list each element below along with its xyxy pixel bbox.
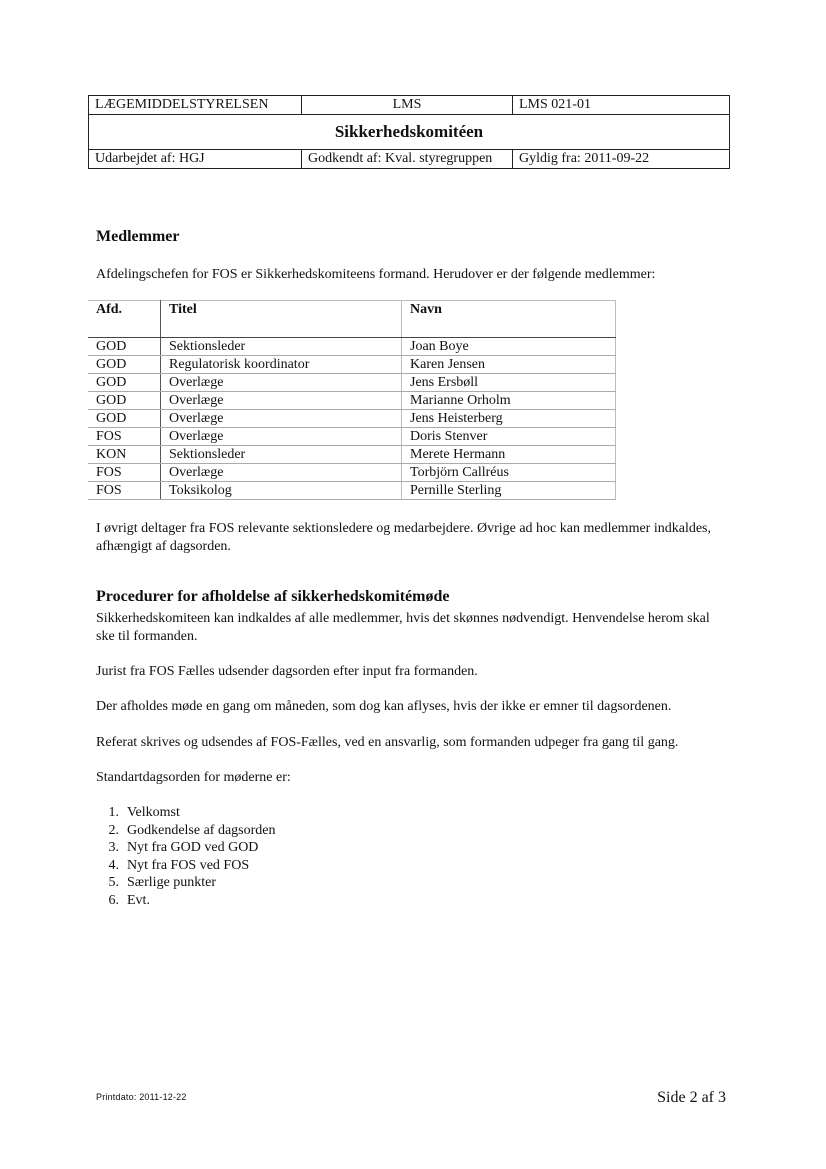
cell-navn: Torbjörn Callréus — [402, 464, 616, 482]
cell-afd: GOD — [88, 410, 161, 428]
cell-navn: Jens Heisterberg — [402, 410, 616, 428]
agenda-number: 2. — [108, 822, 119, 838]
agenda-text: Nyt fra FOS ved FOS — [127, 857, 250, 873]
cell-titel: Sektionsleder — [161, 338, 402, 356]
column-header-titel: Titel — [161, 301, 402, 338]
cell-afd: GOD — [88, 356, 161, 374]
cell-navn: Karen Jensen — [402, 356, 616, 374]
agenda-text: Evt. — [127, 892, 150, 908]
cell-navn: Merete Hermann — [402, 446, 616, 464]
column-header-afd: Afd. — [88, 301, 161, 338]
cell-titel: Overlæge — [161, 428, 402, 446]
cell-titel: Sektionsleder — [161, 446, 402, 464]
header-org: LÆGEMIDDELSTYRELSEN — [89, 96, 302, 115]
members-heading: Medlemmer — [96, 228, 180, 245]
members-intro: Afdelingschefen for FOS er Sikkerhedskomiteens formand. Herudover er der følgende medlemmer: — [96, 267, 656, 282]
header-prepared-by: Udarbejdet af: HGJ — [89, 150, 302, 169]
cell-navn: Marianne Orholm — [402, 392, 616, 410]
list-item — [96, 822, 276, 840]
procedures-paragraph-3: Der afholdes møde en gang om måneden, som dog kan aflyses, hvis der ikke er emner til dagsordenen. — [96, 699, 672, 714]
list-item — [96, 874, 276, 892]
table-row — [88, 392, 616, 410]
cell-titel: Toksikolog — [161, 482, 402, 500]
agenda-number: 1. — [108, 805, 119, 820]
table-row — [88, 338, 616, 356]
agenda-list — [96, 804, 276, 909]
column-header-navn: Navn — [402, 301, 616, 338]
cell-navn: Pernille Sterling — [402, 482, 616, 500]
cell-afd: KON — [88, 446, 161, 464]
agenda-text: Nyt fra GOD ved GOD — [127, 840, 259, 855]
table-row — [88, 356, 616, 374]
cell-afd: GOD — [88, 374, 161, 392]
table-row — [88, 446, 616, 464]
cell-navn: Jens Ersbøll — [402, 374, 616, 392]
page-number: Side 2 af 3 — [657, 1089, 726, 1106]
cell-titel: Overlæge — [161, 410, 402, 428]
table-row — [88, 428, 616, 446]
agenda-number: 4. — [108, 857, 119, 873]
agenda-number: 6. — [108, 892, 119, 908]
header-approved-by: Godkendt af: Kval. styregruppen — [302, 150, 513, 169]
table-row — [88, 482, 616, 500]
document-header-table — [88, 95, 730, 169]
procedures-heading: Procedurer for afholdelse af sikkerhedskomitémøde — [96, 588, 450, 605]
list-item — [96, 804, 276, 822]
cell-navn: Joan Boye — [402, 338, 616, 356]
header-system: LMS — [302, 96, 513, 115]
cell-titel: Overlæge — [161, 392, 402, 410]
agenda-text: Velkomst — [127, 805, 180, 820]
procedures-paragraph-1: Sikkerhedskomiteen kan indkaldes af alle medlemmer, hvis det skønnes nødvendigt. Henvendelse herom skal ske til formanden. — [96, 611, 710, 644]
header-doc-id: LMS 021-01 — [513, 96, 730, 115]
agenda-text: Godkendelse af dagsorden — [127, 822, 276, 838]
agenda-number: 3. — [108, 840, 119, 855]
table-row — [88, 374, 616, 392]
members-note: I øvrigt deltager fra FOS relevante sektionsledere og medarbejdere. Øvrige ad hoc kan medlemmer indkaldes, afhængigt af dagsorden. — [96, 521, 711, 554]
cell-afd: FOS — [88, 428, 161, 446]
cell-afd: FOS — [88, 482, 161, 500]
table-row — [88, 410, 616, 428]
agenda-number: 5. — [108, 875, 119, 890]
cell-afd: FOS — [88, 464, 161, 482]
list-item — [96, 892, 276, 910]
members-table — [88, 300, 616, 500]
cell-navn: Doris Stenver — [402, 428, 616, 446]
cell-titel: Regulatorisk koordinator — [161, 356, 402, 374]
header-valid-from: Gyldig fra: 2011-09-22 — [513, 150, 730, 169]
print-date: Printdato: 2011-12-22 — [96, 1092, 187, 1102]
procedures-paragraph-5: Standartdagsorden for møderne er: — [96, 770, 291, 785]
cell-afd: GOD — [88, 338, 161, 356]
cell-afd: GOD — [88, 392, 161, 410]
cell-titel: Overlæge — [161, 464, 402, 482]
cell-titel: Overlæge — [161, 374, 402, 392]
list-item — [96, 857, 276, 875]
procedures-paragraph-2: Jurist fra FOS Fælles udsender dagsorden efter input fra formanden. — [96, 664, 478, 679]
table-row — [88, 464, 616, 482]
agenda-text: Særlige punkter — [127, 875, 217, 890]
procedures-paragraph-4: Referat skrives og udsendes af FOS-Fælles, ved en ansvarlig, som formanden udpeger fra gang til gang. — [96, 735, 679, 750]
list-item — [96, 839, 276, 857]
document-title: Sikkerhedskomitéen — [89, 115, 730, 150]
